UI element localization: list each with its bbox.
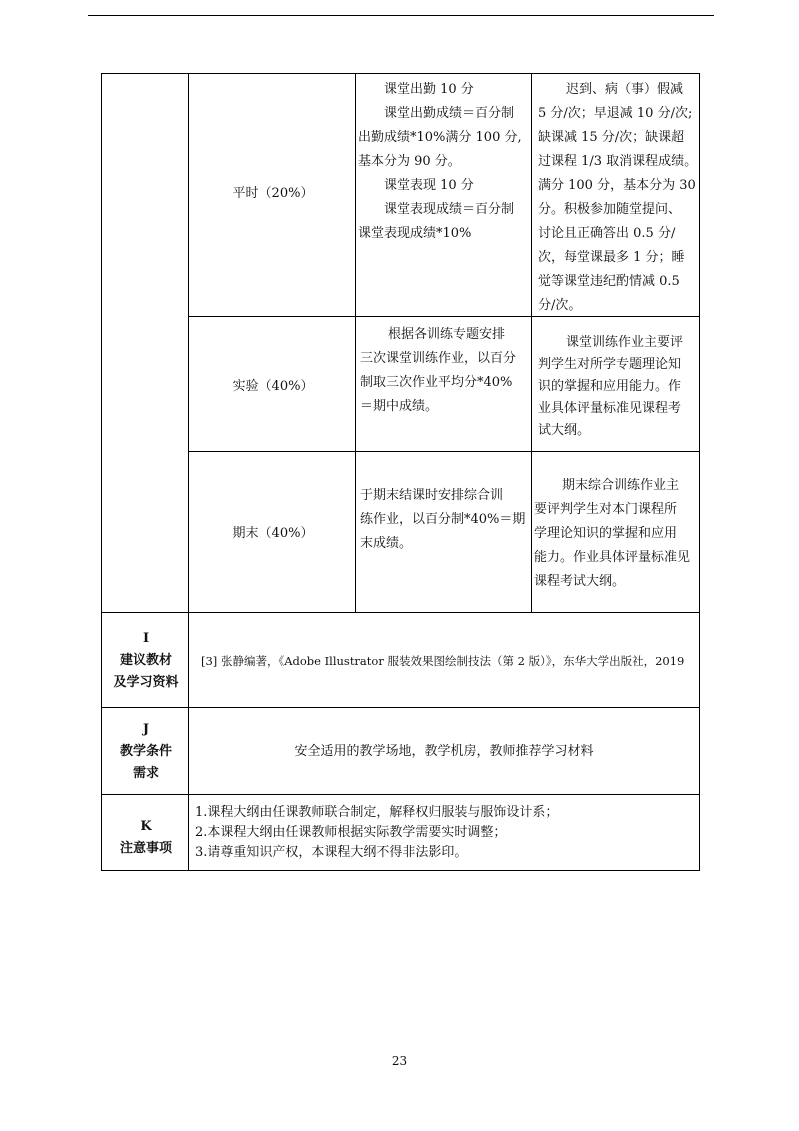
section-i-title-line-2: 及学习资料 — [113, 675, 179, 690]
section-i-letter: I — [142, 631, 150, 646]
pingshi-standard-line-3: 缺课减 15 分/次；缺课超 — [538, 130, 685, 145]
pingshi-content-line-5: 课堂表现 10 分 — [384, 178, 474, 193]
qimo-standard-line-2: 要评判学生对本门课程所 — [534, 502, 678, 517]
pingshi-standard-line-9: 觉等课堂违纪酌情减 0.5 — [538, 274, 680, 289]
pingshi-standard-line-4: 过课程 1/3 取消课程成绩。 — [538, 154, 698, 169]
shiyan-content-line-1: 根据各训练专题安排 — [388, 327, 506, 342]
qimo-content-line-1: 于期末结课时安排综合训 — [360, 488, 504, 503]
section-k-note-3: 3.请尊重知识产权，本课程大纲不得非法影印。 — [195, 845, 468, 860]
section-j-title-cell — [101, 707, 189, 795]
row-pingshi-label: 平时（20%） — [232, 186, 314, 201]
header-rule — [88, 15, 714, 16]
qimo-standard-line-5: 课程考试大纲。 — [534, 574, 626, 589]
row-shiyan-label-cell — [188, 316, 356, 452]
section-i-content: [3] 张静编著，《Adobe Illustrator 服装效果图绘制技法（第 2 版）》，东华大学出版社，2019 — [201, 654, 685, 668]
row-shiyan-standard-cell — [531, 316, 700, 452]
row-qimo-content-cell — [355, 451, 532, 613]
pingshi-standard-line-1: 迟到、病（事）假减 — [566, 82, 684, 97]
section-k-note-2: 2.本课程大纲由任课教师根据实际教学需要实时调整； — [195, 825, 507, 840]
pingshi-content-line-6: 课堂表现成绩＝百分制 — [384, 202, 515, 217]
qimo-content-line-3: 末成绩。 — [360, 536, 413, 551]
pingshi-standard-line-8: 次，每堂课最多 1 分；睡 — [538, 250, 685, 265]
shiyan-content-line-3: 制取三次作业平均分*40% — [360, 375, 513, 390]
section-k-title-cell — [101, 794, 189, 871]
section-k-content-cell — [188, 794, 700, 871]
section-k-note-1: 1.课程大纲由任课教师联合制定，解释权归服装与服饰设计系； — [195, 805, 559, 820]
row-pingshi-content-cell — [355, 73, 532, 317]
section-i-content-cell — [188, 612, 700, 708]
pingshi-standard-line-2: 5 分/次；早退减 10 分/次; — [538, 106, 693, 121]
section-i-title-cell — [101, 612, 189, 708]
section-j-title-line-2: 需求 — [132, 766, 159, 781]
row-qimo-standard-cell — [531, 451, 700, 613]
pingshi-content-line-3: 出勤成绩*10%满分 100 分, — [358, 130, 522, 145]
section-j-letter: J — [142, 722, 150, 737]
section-j-content: 安全适用的教学场地，教学机房，教师推荐学习材料 — [294, 744, 594, 759]
shiyan-content-line-2: 三次课堂训练作业，以百分 — [360, 351, 517, 366]
section-k-title-line-1: 注意事项 — [119, 841, 172, 856]
section-i-title-line-1: 建议教材 — [119, 653, 172, 668]
section-j-title-line-1: 教学条件 — [119, 744, 172, 759]
pingshi-content-line-4: 基本分为 90 分。 — [358, 154, 461, 169]
row-qimo-label: 期末（40%） — [232, 526, 314, 541]
shiyan-standard-line-2: 判学生对所学专题理论知 — [538, 357, 682, 372]
pingshi-content-line-2: 课堂出勤成绩＝百分制 — [384, 106, 515, 121]
qimo-standard-line-4: 能力。作业具体评量标准见 — [534, 550, 691, 565]
row-shiyan-label: 实验（40%） — [232, 379, 314, 394]
pingshi-standard-line-5: 满分 100 分，基本分为 30 — [538, 178, 696, 193]
left-span-cell — [101, 73, 189, 613]
pingshi-content-line-7: 课堂表现成绩*10% — [358, 226, 472, 241]
shiyan-standard-line-3: 识的掌握和应用能力。作 — [538, 379, 682, 394]
section-j-content-cell — [188, 707, 700, 795]
qimo-standard-line-1: 期末综合训练作业主 — [562, 478, 680, 493]
pingshi-standard-line-6: 分。积极参加随堂提问、 — [538, 202, 682, 217]
pingshi-content-line-1: 课堂出勤 10 分 — [384, 82, 474, 97]
shiyan-standard-line-1: 课堂训练作业主要评 — [566, 335, 684, 350]
qimo-content-line-2: 练作业，以百分制*40%＝期 — [360, 512, 526, 527]
shiyan-standard-line-5: 试大纲。 — [538, 423, 591, 438]
row-shiyan-content-cell — [355, 316, 532, 452]
row-pingshi-label-cell — [188, 73, 356, 317]
row-qimo-label-cell — [188, 451, 356, 613]
page-number: 23 — [391, 1054, 408, 1068]
row-pingshi-standard-cell — [531, 73, 700, 317]
shiyan-content-line-4: ＝期中成绩。 — [360, 399, 439, 414]
shiyan-standard-line-4: 业具体评量标准见课程考 — [538, 401, 682, 416]
qimo-standard-line-3: 学理论知识的掌握和应用 — [534, 526, 678, 541]
section-k-letter: K — [140, 819, 152, 834]
pingshi-standard-line-10: 分/次。 — [538, 298, 582, 313]
pingshi-standard-line-7: 讨论且正确答出 0.5 分/ — [538, 226, 676, 241]
